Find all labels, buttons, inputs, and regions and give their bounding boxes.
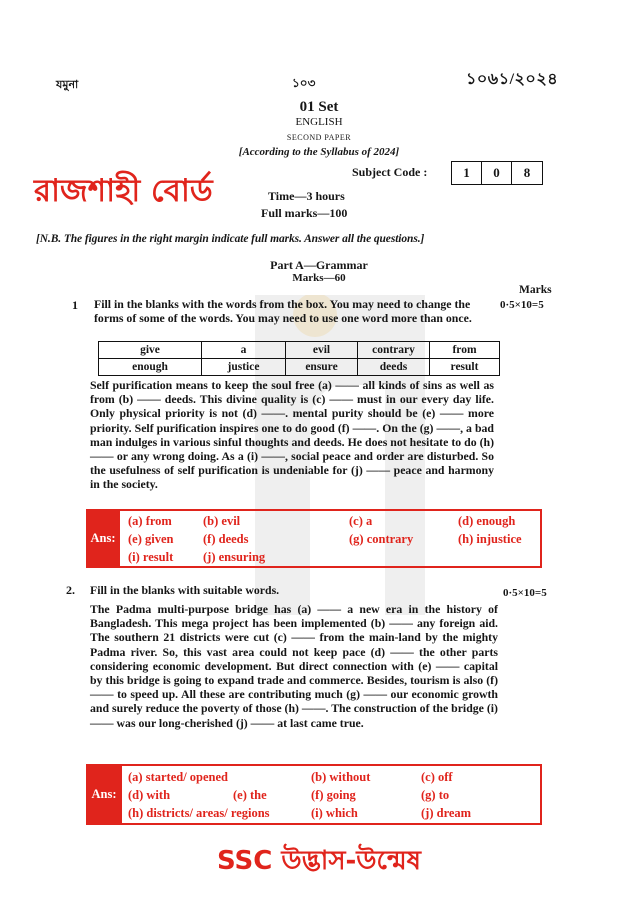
answer-item: (a) started/ opened — [128, 770, 228, 784]
question-number: 1 — [72, 298, 78, 312]
answer-item: (d) with — [128, 788, 171, 802]
word-box-table — [98, 341, 500, 376]
answer-item: (a) from — [128, 514, 172, 528]
question-number: 2. — [66, 583, 75, 597]
answer-item: (c) a — [349, 514, 373, 528]
subject-code-digit: 8 — [523, 165, 531, 180]
marks-column-label: Marks — [519, 284, 552, 296]
answer-item: (b) evil — [203, 514, 241, 528]
exam-time: Time—3 hours — [268, 189, 345, 203]
answer-item: (d) enough — [458, 514, 516, 528]
paper-title: SECOND PAPER — [286, 133, 352, 142]
footer-brand: SSC উদ্ভাস-উন্মেষ — [216, 846, 422, 876]
answer-tag: Ans: — [86, 764, 122, 825]
header-center-mark: ১০৩ — [292, 76, 316, 90]
answer-item: (i) result — [128, 550, 174, 564]
answer-item: (c) off — [421, 770, 453, 784]
answer-item: (b) without — [311, 770, 371, 784]
subject-code-digit: 0 — [482, 162, 512, 184]
answer-item: (f) deeds — [203, 532, 249, 546]
word-box-row — [99, 342, 500, 359]
question-marks: 0·5×10=5 — [503, 587, 547, 599]
answer-tag: Ans: — [86, 509, 120, 568]
header-left-mark: যমুনা — [56, 79, 79, 91]
word-box-cell: a — [202, 342, 286, 359]
answer-item: (e) given — [128, 532, 174, 546]
question-instruction: Fill in the blanks with the words from the box. You may need to change the forms of some of the words. You may need to use one word more than once. — [94, 297, 472, 326]
subject-code-box — [451, 161, 543, 185]
answer-item: (g) to — [421, 788, 450, 802]
answer-item: (i) which — [311, 806, 358, 820]
subject-code-digit: 1 — [452, 162, 482, 184]
subject-title: ENGLISH — [295, 116, 343, 128]
answer-item: (g) contrary — [349, 532, 414, 546]
answer-item: (j) dream — [421, 806, 472, 820]
word-box-cell: give — [99, 342, 202, 359]
answer-item: (h) injustice — [458, 532, 522, 546]
answer-item: (j) ensuring — [203, 550, 266, 564]
word-box-cell: enough — [99, 359, 202, 376]
question-marks: 0·5×10=5 — [500, 299, 544, 311]
header-exam-code: ১০৬১/২০২৪ — [466, 71, 559, 88]
question-instruction: Fill in the blanks with suitable words. — [90, 583, 280, 597]
word-box-cell: contrary — [358, 342, 430, 359]
subject-code-label: Subject Code : — [352, 165, 428, 179]
word-box-cell: result — [430, 359, 500, 376]
set-title: 01 Set — [299, 99, 339, 115]
word-box-cell: evil — [286, 342, 358, 359]
nb-instruction: [N.B. The figures in the right margin indicate full marks. Answer all the questions.] — [36, 233, 425, 245]
part-title: Part A—Grammar — [270, 258, 368, 272]
word-box-cell: from — [430, 342, 500, 359]
answer-item: (e) the — [233, 788, 267, 802]
syllabus-note: [According to the Syllabus of 2024] — [238, 146, 400, 158]
question-passage: Self purification means to keep the soul free (a) —— all kinds of sins as well as from (b) —— deeds. This divine quality is (c) —— must in our every day life. Only physical priority is not (d) ——. mental purity should be (e) —— more priority. Self purification inspires one to do good (f) ——. On the (g) ——, a bad man indulges in various sinful thoughts and deeds. He does not hesitate to do (h) —— or any wrong doing. As a (i) ——, social peace and order are disturbed. So the usefulness of self purification is undeniable for (j) —— peace and harmony in the society. — [90, 378, 494, 492]
word-box-row — [99, 359, 500, 376]
answer-item: (f) going — [311, 788, 356, 802]
answer-item: (h) districts/ areas/ regions — [128, 806, 270, 820]
word-box-cell: ensure — [286, 359, 358, 376]
part-marks: Marks—60 — [292, 272, 346, 284]
word-box-cell: justice — [202, 359, 286, 376]
word-box-cell: deeds — [358, 359, 430, 376]
board-name: রাজশাহী বোর্ড — [34, 173, 213, 209]
full-marks: Full marks—100 — [261, 206, 348, 220]
question-passage: The Padma multi-purpose bridge has (a) —— a new era in the history of Bangladesh. This mega project has been implemented (b) —— any foreign aid. The southern 21 districts were cut (c) —— from the main-land by the mighty Padma river. So, this vast area could not keep pace (d) —— the other parts considering economic development. But direct connection with (e) —— capital by this bridge is going to expand trade and commerce. Besides, tourism is also (f) —— to speed up. All these are contributing much (g) —— our economic growth and surely reduce the poverty of those (h) ——. The construction of the bridge (i) —— was our long-cherished (j) —— at last came true. — [90, 602, 498, 730]
